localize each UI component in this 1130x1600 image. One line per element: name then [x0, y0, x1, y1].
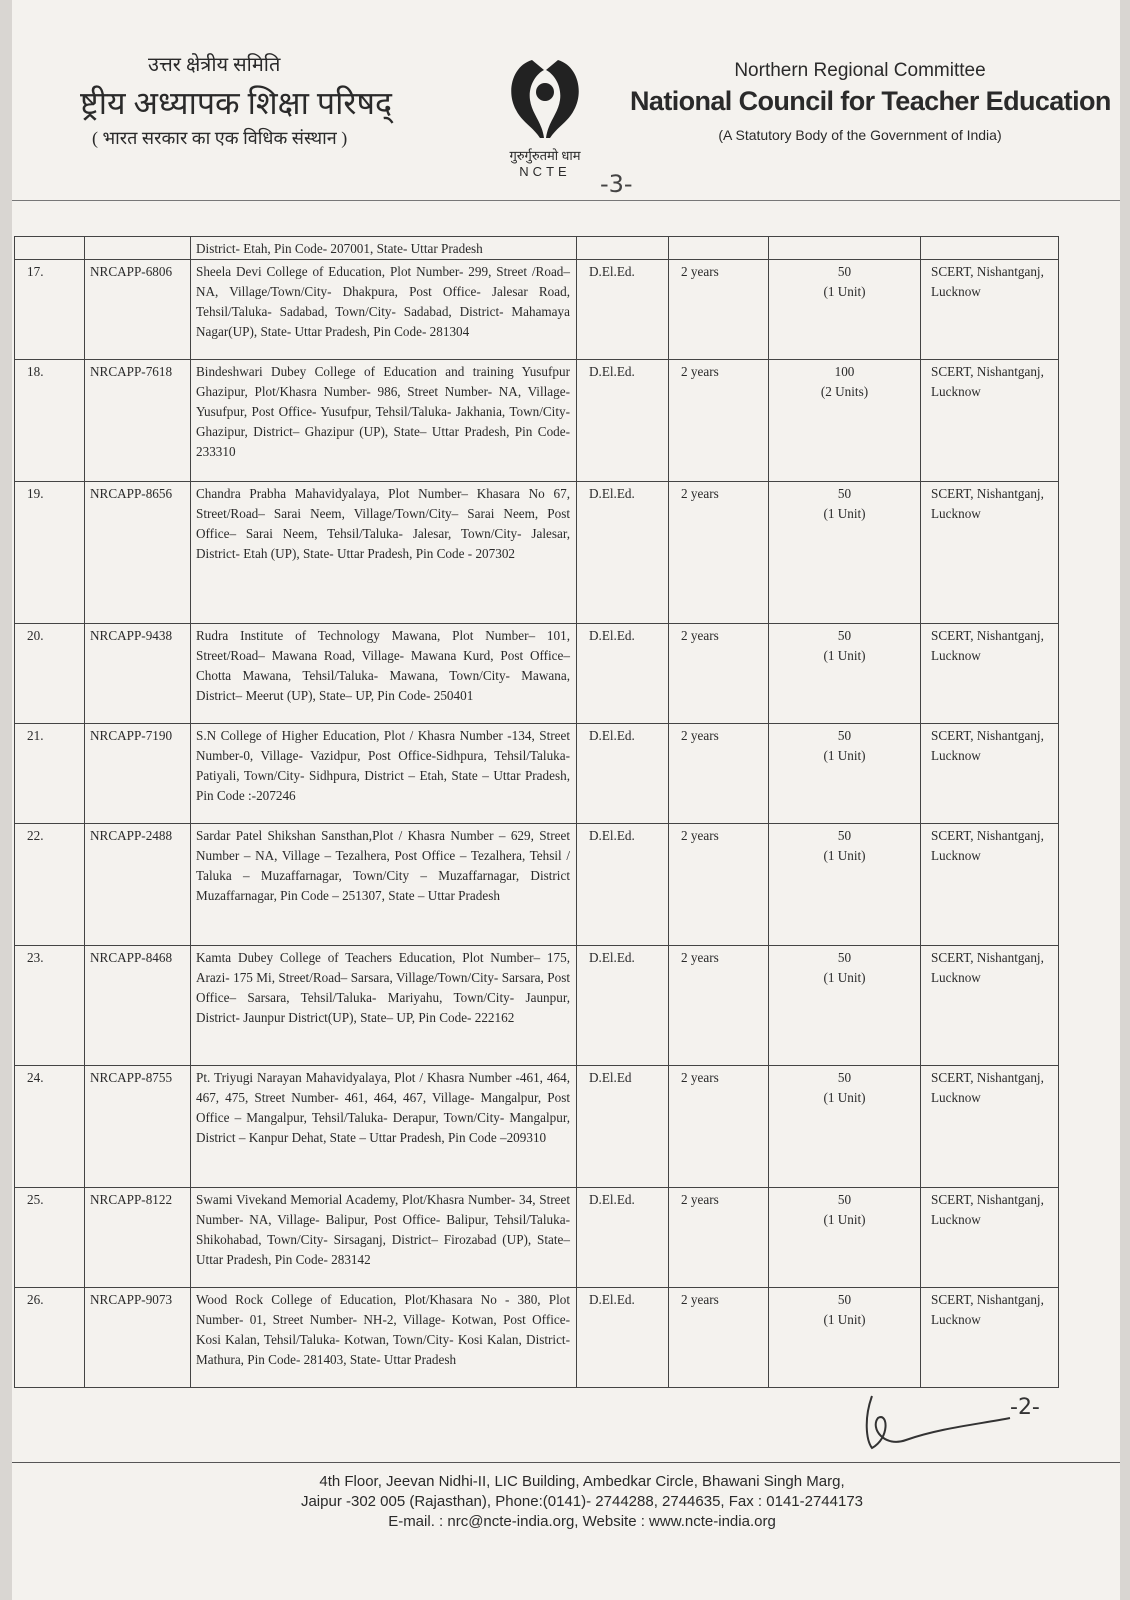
- duration-cell: 2 years: [669, 824, 769, 946]
- duration-cell: 2 years: [669, 260, 769, 360]
- serial-number-cell: 25.: [15, 1188, 85, 1288]
- serial-number-cell: 20.: [15, 624, 85, 724]
- course-cell: D.El.Ed.: [577, 482, 669, 624]
- application-id-cell: NRCAPP-8755: [85, 1066, 191, 1188]
- duration-cell: 2 years: [669, 360, 769, 482]
- duration-cell: 2 years: [669, 1188, 769, 1288]
- affiliating-body-cell: SCERT, Nishantganj, Lucknow: [921, 1288, 1059, 1388]
- duration-cell: 2 years: [669, 1288, 769, 1388]
- committee-name: Northern Regional Committee: [734, 60, 986, 81]
- course-cell: D.El.Ed.: [577, 1188, 669, 1288]
- institution-address-cell: Wood Rock College of Education, Plot/Khasara No - 380, Plot Number- 01, Street Number- NH-2, Village- Kotwan, Post Office- Kosi Kalan, Tehsil/Taluka- Kotwan, Town/City- Kosi Kalan, District- Mathura, Pin Code- 281403, State- Uttar Pradesh: [191, 1288, 577, 1388]
- intake-units: (1 Unit): [823, 506, 866, 521]
- institution-address-cell: Rudra Institute of Technology Mawana, Plot Number– 101, Street/Road– Mawana Road, Village- Mawana Kurd, Post Office– Chotta Mawana, Tehsil/Taluka- Mawana, Town/City- Mawana, District– Meerut (UP), State– UP, Pin Code- 250401: [191, 624, 577, 724]
- course-cell: D.El.Ed: [577, 1066, 669, 1188]
- serial-number-cell: 19.: [15, 482, 85, 624]
- course-cell: D.El.Ed.: [577, 360, 669, 482]
- intake-cell: [769, 946, 921, 1066]
- course-cell: D.El.Ed.: [577, 624, 669, 724]
- document-page: [12, 0, 1120, 1600]
- intake-value: 50: [837, 264, 852, 279]
- intake-value: 50: [837, 628, 852, 643]
- table-row: [15, 1188, 1059, 1288]
- duration-cell: 2 years: [669, 1066, 769, 1188]
- intake-cell: [769, 1288, 921, 1388]
- institutions-table: [14, 236, 1059, 1388]
- course-cell: D.El.Ed.: [577, 946, 669, 1066]
- english-header: [630, 60, 1111, 143]
- course-cell: D.El.Ed.: [577, 1288, 669, 1388]
- logo-abbreviation: NCTE: [519, 164, 571, 179]
- serial-number-cell: 24.: [15, 1066, 85, 1188]
- serial-number-cell: 22.: [15, 824, 85, 946]
- application-id-cell: NRCAPP-7618: [85, 360, 191, 482]
- duration-cell: 2 years: [669, 946, 769, 1066]
- intake-cell: [769, 360, 921, 482]
- intake-units: (1 Unit): [823, 748, 866, 763]
- affiliating-body-cell: SCERT, Nishantganj, Lucknow: [921, 946, 1059, 1066]
- hindi-council-name: ष्ट्रीय अध्यापक शिक्षा परिषद्: [80, 85, 392, 121]
- hands-emblem-icon: [502, 52, 588, 144]
- intake-value: 50: [837, 1192, 852, 1207]
- serial-number-cell: 23.: [15, 946, 85, 1066]
- footer-line-3: E-mail. : nrc@ncte-india.org, Website : www.ncte-india.org: [388, 1513, 776, 1530]
- application-id-cell: NRCAPP-8122: [85, 1188, 191, 1288]
- application-id-cell: NRCAPP-2488: [85, 824, 191, 946]
- application-id-cell: NRCAPP-8468: [85, 946, 191, 1066]
- logo-motto: गुरुर्गुरुतमो धाम: [509, 148, 581, 163]
- intake-cell: [769, 1188, 921, 1288]
- affiliating-body-cell: SCERT, Nishantganj, Lucknow: [921, 360, 1059, 482]
- intake-units: (1 Unit): [823, 1212, 866, 1227]
- application-id-cell: NRCAPP-6806: [85, 260, 191, 360]
- institution-address-cell: Sheela Devi College of Education, Plot Number- 299, Street /Road– NA, Village/Town/City- Dhakpura, Post Office- Jalesar Road, Tehsil/Taluka- Sadabad, Town/City- Sadabad, District- Mahamaya Nagar(UP), State- Uttar Pradesh, Pin Code- 281304: [191, 260, 577, 360]
- intake-value: 50: [837, 1070, 852, 1085]
- table-row: [15, 946, 1059, 1066]
- serial-number-cell: 18.: [15, 360, 85, 482]
- intake-units: (1 Unit): [823, 848, 866, 863]
- intake-units: (1 Unit): [823, 970, 866, 985]
- table-row-continued: [15, 237, 1059, 260]
- institution-address-cell: Sardar Patel Shikshan Sansthan,Plot / Khasra Number – 629, Street Number – NA, Village – Tezalhera, Post Office – Tezalhera, Tehsil / Taluka – Muzaffarnagar, Town/City – Muzaffarnagar, District Muzaffarnagar, Pin Code – 251307, State – Uttar Pradesh: [191, 824, 577, 946]
- intake-units: (1 Unit): [823, 1312, 866, 1327]
- signature-mark: -2-: [1010, 1395, 1040, 1420]
- intake-value: 50: [837, 828, 852, 843]
- intake-value: 100: [834, 364, 855, 379]
- intake-value: 50: [837, 1292, 852, 1307]
- institution-address-cell: Chandra Prabha Mahavidyalaya, Plot Number– Khasara No 67, Street/Road– Sarai Neem, Village/Town/City– Sarai Neem, Post Office– Sarai Neem, Tehsil/Taluka- Jalesar, Town/City- Jalesar, District- Etah (UP), State- Uttar Pradesh, Pin Code - 207302: [191, 482, 577, 624]
- table-row: [15, 824, 1059, 946]
- council-name: National Council for Teacher Education: [630, 86, 1111, 116]
- ncte-logo: [490, 52, 600, 179]
- intake-cell: [769, 1066, 921, 1188]
- continued-address-cell: District- Etah, Pin Code- 207001, State- Uttar Pradesh: [191, 237, 577, 260]
- application-id-cell: NRCAPP-9073: [85, 1288, 191, 1388]
- table-row: [15, 482, 1059, 624]
- intake-units: (2 Units): [820, 384, 869, 399]
- institution-address-cell: Kamta Dubey College of Teachers Education, Plot Number– 175, Arazi- 175 Mi, Street/Road– Sarsara, Village/Town/City- Sarsara, Post Office– Sarsara, Tehsil/Taluka- Mariyahu, Town/City- Jaunpur, District- Jaunpur District(UP), State– UP, Pin Code- 222162: [191, 946, 577, 1066]
- footer-address: [112, 1472, 1052, 1532]
- affiliating-body-cell: SCERT, Nishantganj, Lucknow: [921, 724, 1059, 824]
- serial-number-cell: 26.: [15, 1288, 85, 1388]
- table-row: [15, 724, 1059, 824]
- intake-units: (1 Unit): [823, 648, 866, 663]
- duration-cell: 2 years: [669, 482, 769, 624]
- application-id-cell: NRCAPP-7190: [85, 724, 191, 824]
- institution-address-cell: Bindeshwari Dubey College of Education and training Yusufpur Ghazipur, Plot/Khasra Number- 986, Street Number- NA, Village- Yusufpur, Post Office- Yusufpur, Tehsil/Taluka- Jakhania, Town/City- Ghazipur, District– Ghazipur (UP), State– Uttar Pradesh, Pin Code- 233310: [191, 360, 577, 482]
- intake-value: 50: [837, 486, 852, 501]
- intake-cell: [769, 624, 921, 724]
- footer-line-2: Jaipur -302 005 (Rajasthan), Phone:(0141)- 2744288, 2744635, Fax : 0141-2744173: [300, 1493, 864, 1510]
- table-row: [15, 624, 1059, 724]
- serial-number-cell: 21.: [15, 724, 85, 824]
- footer-divider: [12, 1462, 1120, 1463]
- affiliating-body-cell: SCERT, Nishantganj, Lucknow: [921, 482, 1059, 624]
- duration-cell: 2 years: [669, 724, 769, 824]
- intake-cell: [769, 824, 921, 946]
- intake-value: 50: [837, 728, 852, 743]
- hindi-committee-name: उत्तर क्षेत्रीय समिति: [148, 54, 281, 76]
- table-row: [15, 360, 1059, 482]
- intake-cell: [769, 482, 921, 624]
- intake-units: (1 Unit): [823, 284, 866, 299]
- application-id-cell: NRCAPP-8656: [85, 482, 191, 624]
- handwritten-page-number: -3-: [600, 170, 633, 198]
- intake-units: (1 Unit): [823, 1090, 866, 1105]
- intake-cell: [769, 724, 921, 824]
- signature-icon: [860, 1388, 1060, 1458]
- affiliating-body-cell: SCERT, Nishantganj, Lucknow: [921, 260, 1059, 360]
- course-cell: D.El.Ed.: [577, 824, 669, 946]
- course-cell: D.El.Ed.: [577, 260, 669, 360]
- affiliating-body-cell: SCERT, Nishantganj, Lucknow: [921, 1066, 1059, 1188]
- statutory-note: (A Statutory Body of the Government of India): [718, 127, 1002, 143]
- table-row: [15, 1288, 1059, 1388]
- duration-cell: 2 years: [669, 624, 769, 724]
- intake-cell: [769, 260, 921, 360]
- header-divider: [12, 200, 1120, 201]
- application-id-cell: NRCAPP-9438: [85, 624, 191, 724]
- course-cell: D.El.Ed.: [577, 724, 669, 824]
- affiliating-body-cell: SCERT, Nishantganj, Lucknow: [921, 824, 1059, 946]
- affiliating-body-cell: SCERT, Nishantganj, Lucknow: [921, 624, 1059, 724]
- hindi-header: [80, 50, 460, 150]
- table-row: [15, 1066, 1059, 1188]
- institution-address-cell: S.N College of Higher Education, Plot / Khasra Number -134, Street Number-0, Village- Vazidpur, Post Office-Sidhpura, Tehsil/Taluka- Patiyali, Town/City- Sidhpura, District – Etah, State – Uttar Pradesh, Pin Code :-207246: [191, 724, 577, 824]
- affiliating-body-cell: SCERT, Nishantganj, Lucknow: [921, 1188, 1059, 1288]
- table-row: [15, 260, 1059, 360]
- institution-address-cell: Swami Vivekand Memorial Academy, Plot/Khasra Number- 34, Street Number- NA, Village- Balipur, Post Office- Balipur, Tehsil/Taluka- Shikohabad, Town/City- Sirsaganj, District– Firozabad (UP), State– Uttar Pradesh, Pin Code- 283142: [191, 1188, 577, 1288]
- serial-number-cell: 17.: [15, 260, 85, 360]
- footer-line-1: 4th Floor, Jeevan Nidhi-II, LIC Building, Ambedkar Circle, Bhawani Singh Marg,: [319, 1473, 845, 1490]
- institution-address-cell: Pt. Triyugi Narayan Mahavidyalaya, Plot / Khasra Number -461, 464, 467, 475, Street Number- 461, 464, 467, Village- Mangalpur, Post Office – Mangalpur, Tehsil/Taluka- Derapur, Town/City- Mangalpur, District – Kanpur Dehat, State – Uttar Pradesh, Pin Code –209310: [191, 1066, 577, 1188]
- hindi-statutory-note: ( भारत सरकार का एक विधिक संस्थान ): [92, 128, 348, 148]
- intake-value: 50: [837, 950, 852, 965]
